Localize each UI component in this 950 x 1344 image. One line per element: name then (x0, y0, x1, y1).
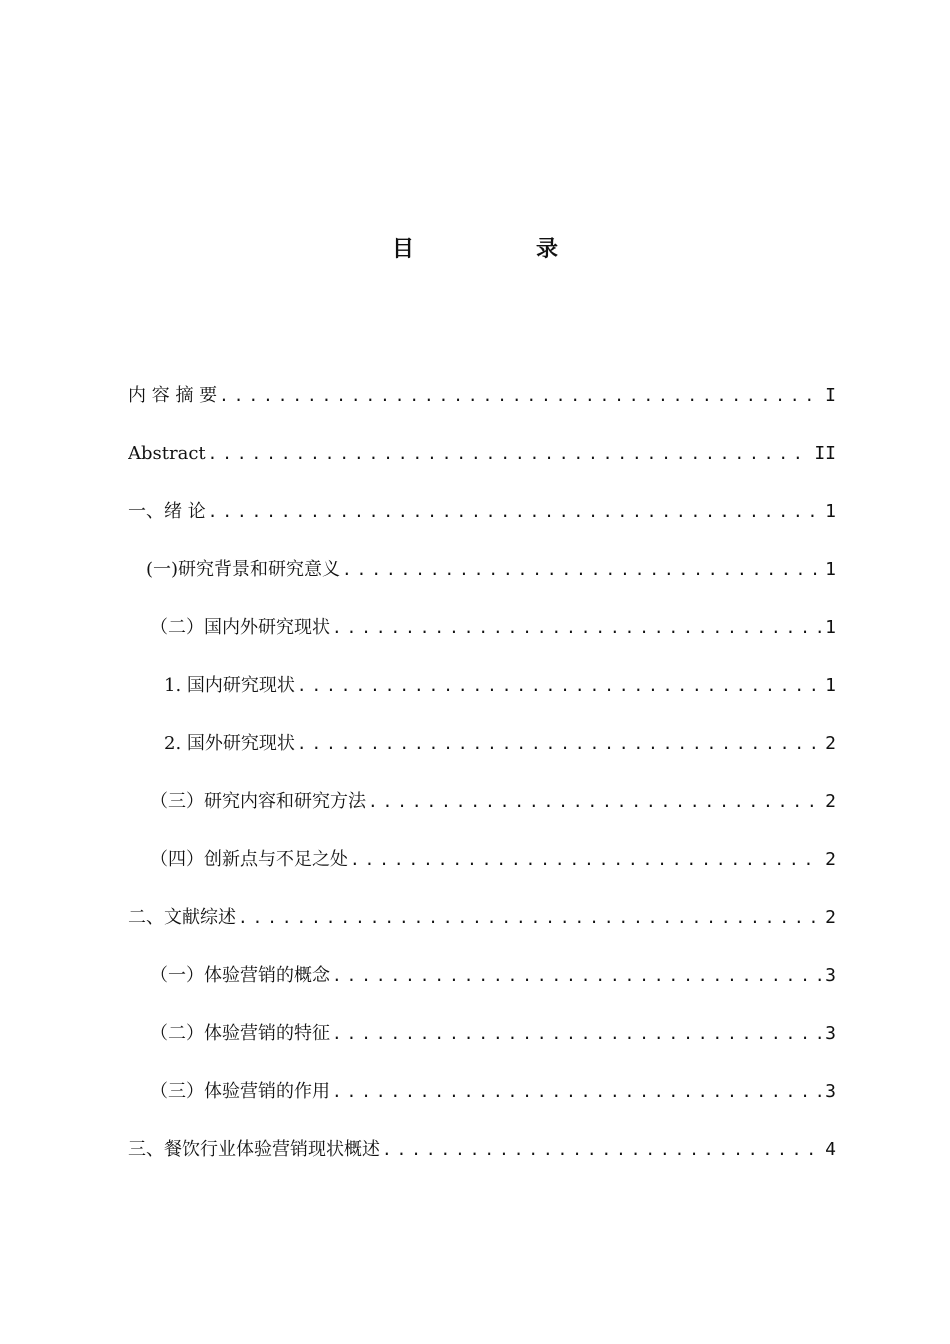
toc-entry-page: 2 (825, 791, 836, 812)
toc-entry-label: 二、文献综述 (128, 907, 236, 928)
toc-entry-label: Abstract (128, 443, 206, 464)
toc-entry (128, 668, 836, 726)
toc-title: 目 录 (391, 237, 608, 262)
toc-entry-page: 1 (825, 501, 836, 522)
toc-entry (128, 494, 836, 552)
toc-entry-page: II (814, 443, 836, 464)
toc-entry-page: I (825, 385, 836, 406)
toc-entry (128, 552, 836, 610)
toc-entry (128, 842, 836, 900)
toc-entry-label: （四）创新点与不足之处 (150, 849, 348, 870)
toc-entry-label: （二）国内外研究现状 (150, 617, 330, 638)
toc-entry (128, 726, 836, 784)
toc-entry-page: 2 (825, 849, 836, 870)
toc-entry-label: 1. 国内研究现状 (164, 675, 295, 696)
toc-entry-page: 4 (825, 1139, 836, 1160)
toc-entry (128, 378, 836, 436)
toc-entry (128, 1016, 836, 1074)
toc-dot-leader (342, 552, 821, 588)
toc-dot-leader (219, 378, 821, 414)
toc-entry-page: 1 (825, 617, 836, 638)
toc-dot-leader (332, 610, 821, 646)
toc-entry (128, 1074, 836, 1132)
toc-entry-page: 1 (825, 559, 836, 580)
toc-entry (128, 784, 836, 842)
toc-dot-leader (297, 668, 821, 704)
toc-entry-label: 2. 国外研究现状 (164, 733, 295, 754)
toc-entry-label: （二）体验营销的特征 (150, 1023, 330, 1044)
toc-entry (128, 958, 836, 1016)
toc-dot-leader (208, 436, 811, 472)
toc-entry-page: 3 (825, 965, 836, 986)
toc-entry-label: （三）体验营销的作用 (150, 1081, 330, 1102)
toc-dot-leader (368, 784, 821, 820)
toc-list (128, 378, 836, 1190)
toc-dot-leader (332, 1074, 821, 1110)
toc-entry (128, 436, 836, 494)
toc-entry (128, 1132, 836, 1190)
toc-dot-leader (382, 1132, 821, 1168)
toc-entry-label: 一、绪 论 (128, 501, 206, 522)
toc-entry-label: （三）研究内容和研究方法 (150, 791, 366, 812)
toc-entry-label: 内 容 摘 要 (128, 385, 218, 406)
toc-dot-leader (297, 726, 821, 762)
toc-dot-leader (332, 1016, 821, 1052)
toc-entry-label: (一)研究背景和研究意义 (146, 559, 341, 580)
toc-entry-page: 3 (825, 1023, 836, 1044)
toc-dot-leader (350, 842, 821, 878)
toc-dot-leader (208, 494, 821, 530)
toc-entry-page: 3 (825, 1081, 836, 1102)
toc-entry-label: 三、餐饮行业体验营销现状概述 (128, 1139, 380, 1160)
toc-entry (128, 610, 836, 668)
toc-entry-page: 2 (825, 733, 836, 754)
toc-entry-page: 1 (825, 675, 836, 696)
toc-entry-label: （一）体验营销的概念 (150, 965, 330, 986)
toc-dot-leader (238, 900, 821, 936)
toc-entry (128, 900, 836, 958)
toc-dot-leader (332, 958, 821, 994)
toc-entry-page: 2 (825, 907, 836, 928)
